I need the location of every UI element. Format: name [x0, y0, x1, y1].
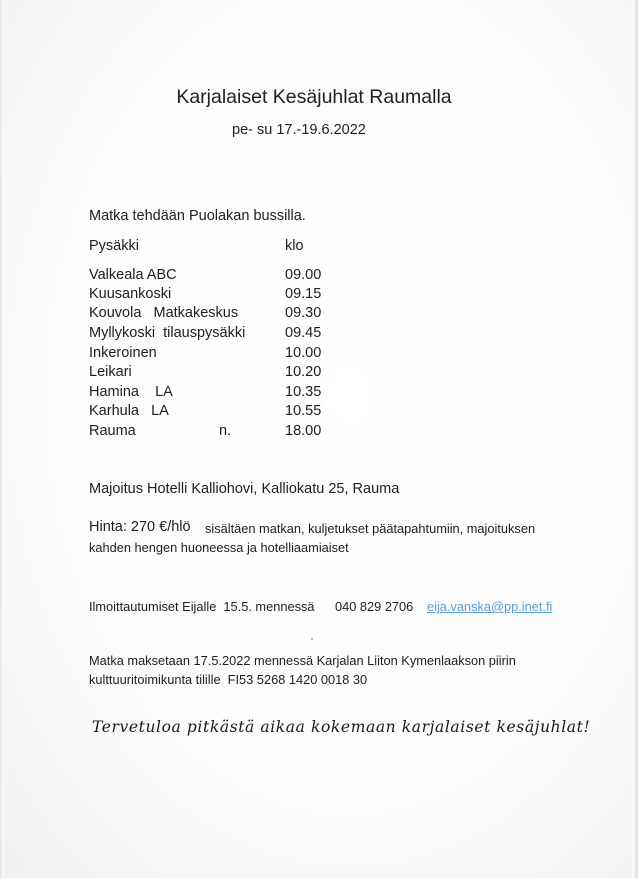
- payment-account: kulttuuritoimikunta tilille FI53 5268 1420 0018 30: [89, 672, 368, 687]
- stop-time: 09.15: [285, 286, 322, 302]
- trip-intro: Matka tehdään Puolakan bussilla.: [89, 208, 306, 224]
- event-dates: pe- su 17.-19.6.2022: [232, 122, 366, 138]
- stop-name: Hamina LA: [89, 384, 173, 400]
- stop-time: 09.30: [285, 305, 322, 321]
- price-includes: sisältäen matkan, kuljetukset päätapahtumiin, majoituksen: [205, 521, 536, 536]
- stop-name: Leikari: [89, 364, 132, 380]
- closing-greeting: Tervetuloa pitkästä aikaa kokemaan karjalaiset kesäjuhlat!: [92, 718, 591, 736]
- stop-name: Karhula LA: [89, 403, 169, 419]
- stop-time: 10.55: [285, 403, 322, 419]
- stop-name: Valkeala ABC: [89, 267, 177, 283]
- stop-name: Myllykoski tilauspysäkki: [89, 325, 246, 341]
- time-header: klo: [285, 238, 304, 254]
- registration-text: Ilmoittautumiset Eijalle 15.5. mennessä: [89, 599, 315, 614]
- stop-time: 09.45: [285, 325, 322, 341]
- stop-name: Inkeroinen: [89, 345, 157, 361]
- page-edge-left: [0, 0, 4, 878]
- price-amount: Hinta: 270 €/hlö: [89, 519, 191, 535]
- stop-name: Kouvola Matkakeskus: [89, 305, 239, 321]
- stop-time: 10.20: [285, 364, 322, 380]
- price-includes-cont: kahden hengen huoneessa ja hotelliaamiaiset: [89, 540, 349, 555]
- payment-info: Matka maksetaan 17.5.2022 mennessä Karjalan Liiton Kymenlaakson piirin: [89, 653, 516, 668]
- registration-email-link[interactable]: eija.vanska@pp.inet.fi: [427, 599, 553, 614]
- stop-time: 10.35: [285, 384, 322, 400]
- stop-time: 10.00: [285, 345, 322, 361]
- page-edge-right: [632, 0, 638, 878]
- accommodation-info: Majoitus Hotelli Kalliohovi, Kalliokatu 25, Rauma: [89, 481, 400, 497]
- document-title: Karjalaiset Kesäjuhlat Raumalla: [176, 86, 452, 108]
- arrival-marker: n.: [219, 423, 232, 439]
- scan-speck: [311, 638, 313, 640]
- stop-time: 18.00: [285, 423, 322, 439]
- registration-phone: 040 829 2706: [335, 599, 414, 614]
- stop-name: Kuusankoski: [89, 286, 172, 302]
- stop-header: Pysäkki: [89, 238, 139, 254]
- stop-name: Rauma: [89, 423, 136, 439]
- stop-time: 09.00: [285, 267, 322, 283]
